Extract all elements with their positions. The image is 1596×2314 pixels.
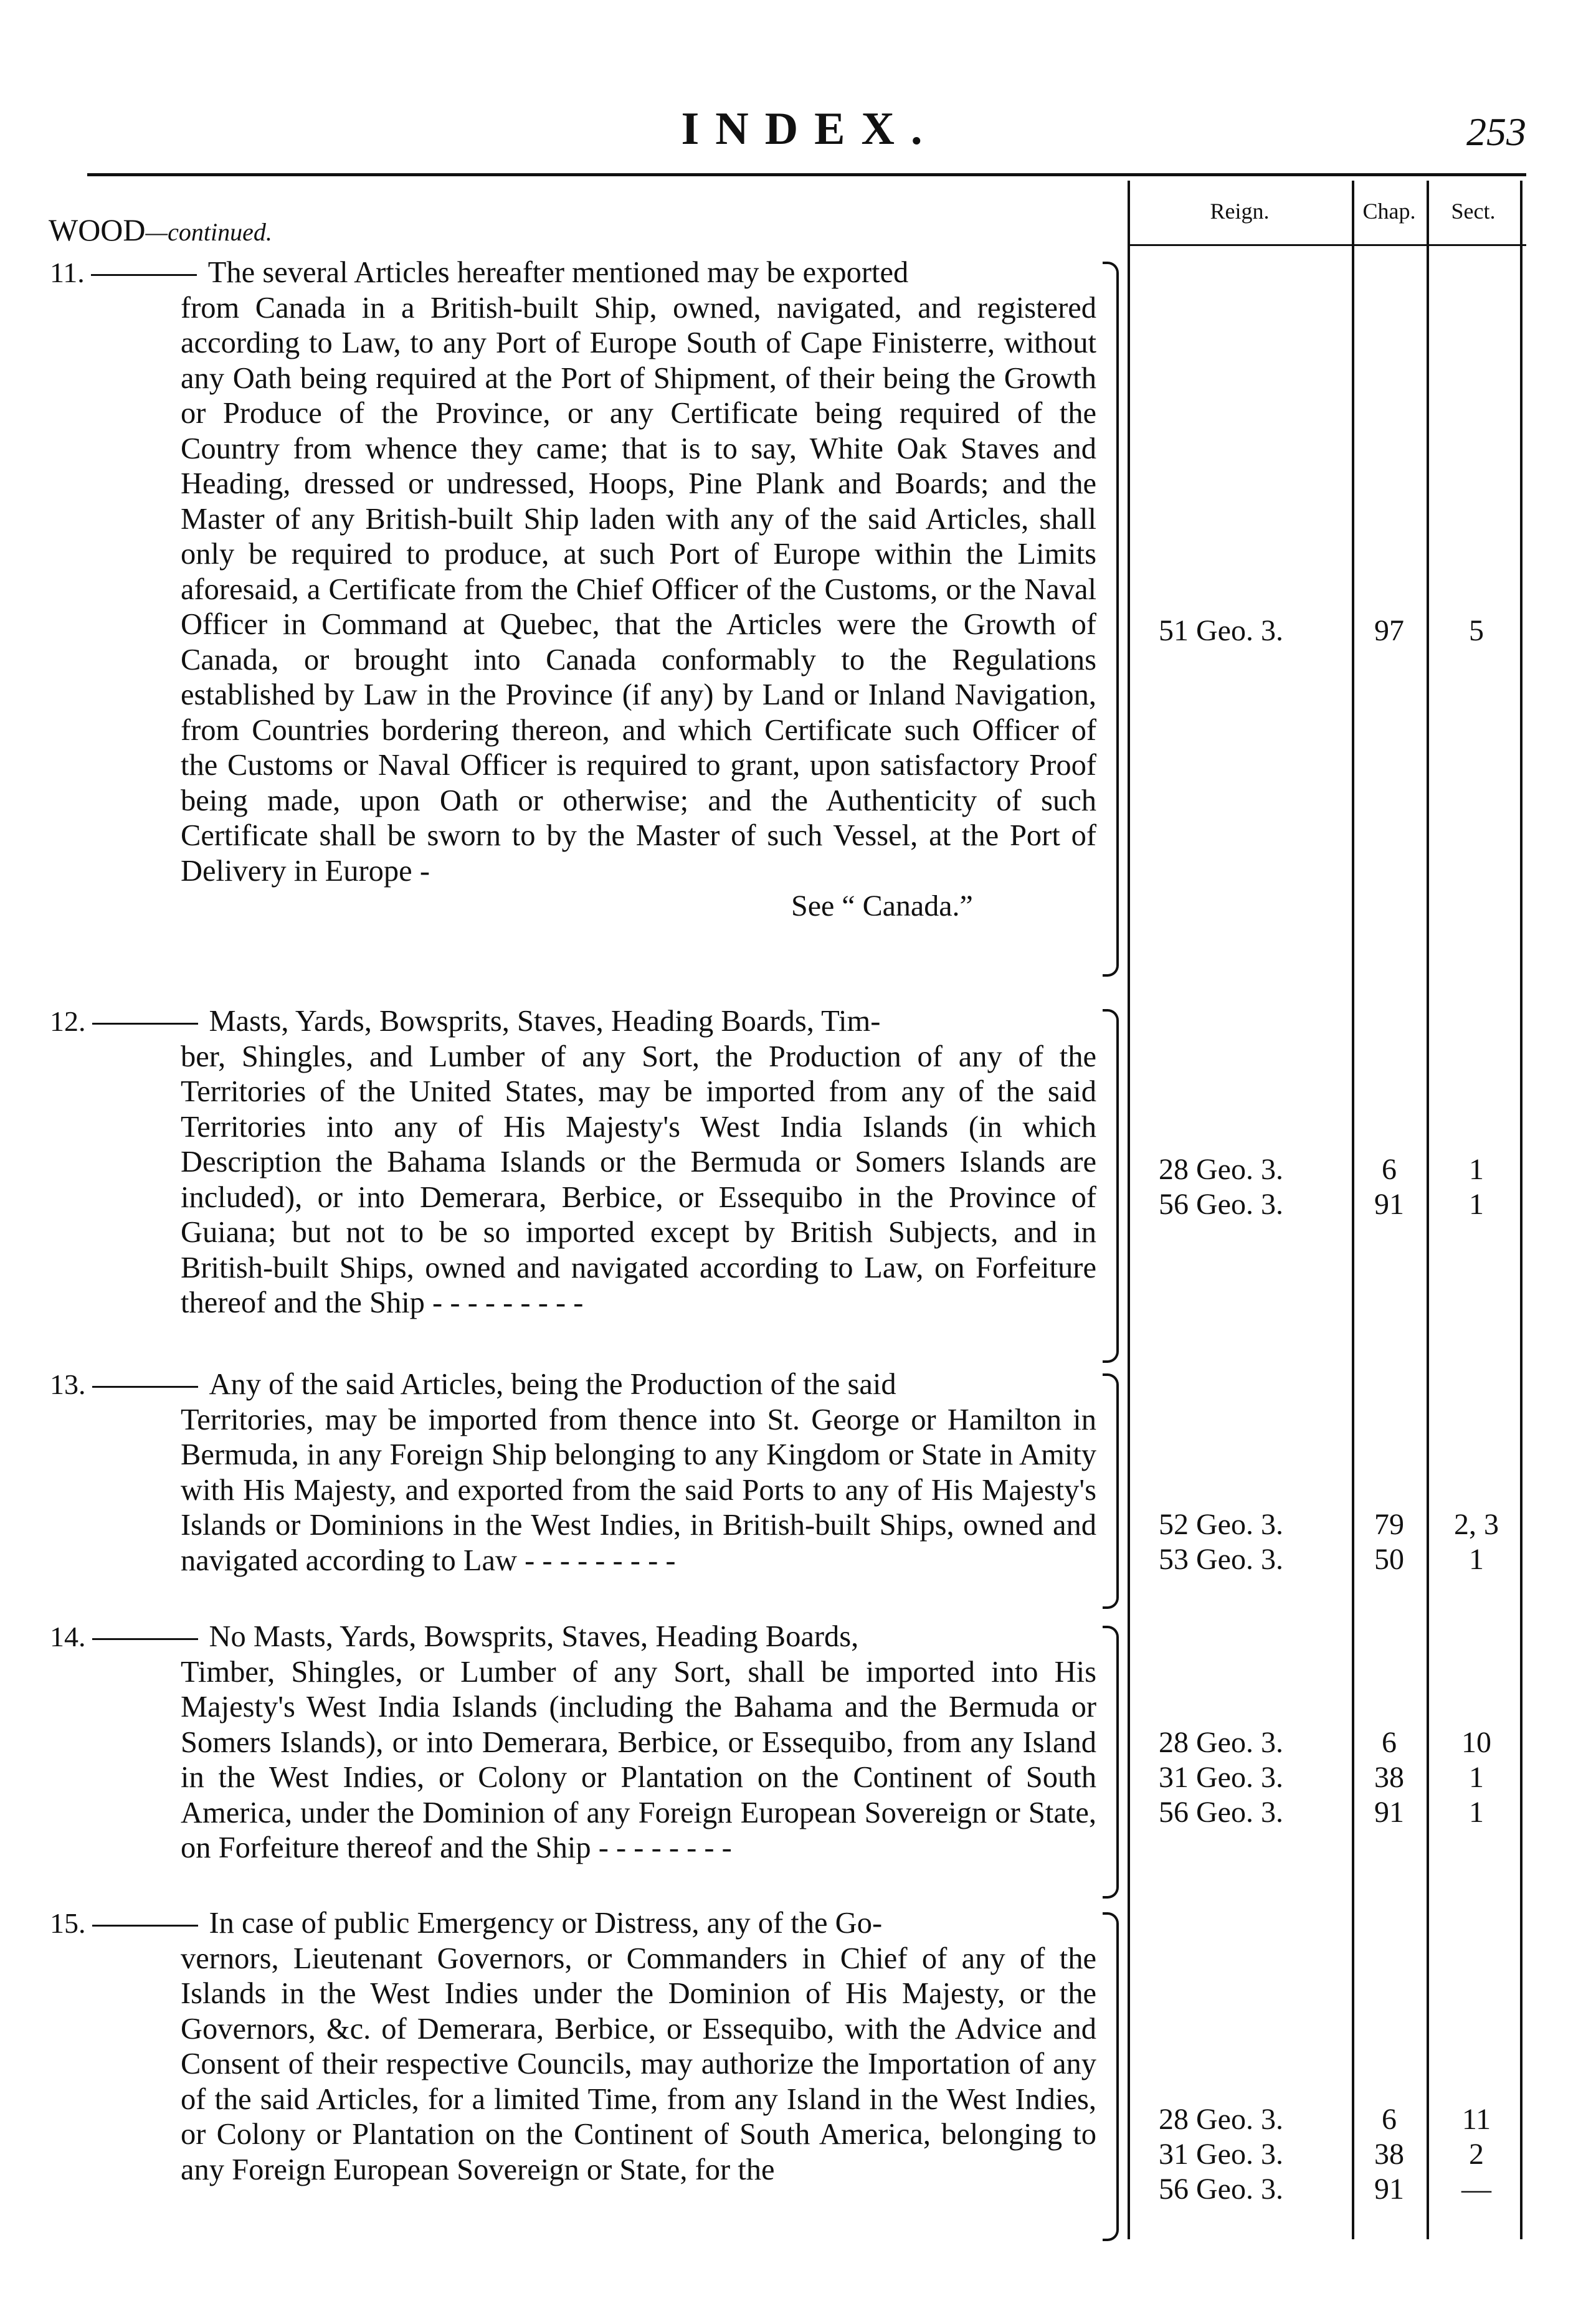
citation-reign: 56 Geo. 3.	[1159, 1796, 1283, 1829]
column-head-chap: Chap.	[1362, 199, 1416, 224]
section-heading-word: WOOD	[49, 212, 146, 247]
citation-reign: 31 Geo. 3.	[1159, 2138, 1283, 2171]
column-head-rule	[1128, 244, 1526, 246]
column-head-reign: Reign.	[1210, 199, 1270, 224]
entry-brace	[1103, 1912, 1119, 2241]
citation-reign: 31 Geo. 3.	[1159, 1761, 1283, 1794]
entry-first-line: Masts, Yards, Bowsprits, Staves, Heading Boards, Tim-	[209, 1005, 881, 1038]
header-rule	[87, 173, 1526, 176]
entry-text: vernors, Lieutenant Governors, or Commanders in Chief of any of the Islands in the West Indies under the Dominion of His Majesty, or the Governors, &c. of Demerara, Berbice, or Essequibo, with the Advice and Consent of their respective Councils, may authorize the Importation of any of the said Articles, for a limited Time, from any Island in the West Indies, or Colony or Plantation on the Continent of South America, belonging to any Foreign European Sovereign or State, for the	[181, 1942, 1096, 2186]
column-rule-reign	[1352, 181, 1354, 2239]
index-entry-14	[50, 1619, 1096, 1866]
page-title: INDEX.	[681, 103, 939, 154]
entry-number: 15.	[50, 1907, 86, 1939]
citation-chap: 91	[1374, 1188, 1404, 1221]
column-rule-right	[1520, 181, 1522, 2239]
entry-first-line: Any of the said Articles, being the Production of the said	[209, 1368, 896, 1401]
entry-number: 14.	[50, 1621, 86, 1653]
citation-chap: 38	[1374, 2138, 1404, 2171]
citation-sect: 1	[1469, 1796, 1484, 1829]
column-head-sect: Sect.	[1451, 199, 1496, 224]
entry-brace	[1103, 1626, 1119, 1899]
page-header	[93, 103, 1526, 153]
entry-text: from Canada in a British-built Ship, owned, navigated, and registered according to Law, to any Port of Europe South of Cape Finisterre, without any Oath being required at the Port of Shipment, of their being the Growth or Produce of the Province, or any Certificate being required of the Country from whence they came; that is to say, White Oak Staves and Heading, dressed or undressed, Hoops, Pine Plank and Boards; and the Master of any British-built Ship laden with any of the said Articles, shall only be required to produce, at such Port of Europe within the Limits aforesaid, a Certificate from the Chief Officer of the Customs, or the Naval Officer in Command at Quebec, that the Articles were the Growth of Canada, or brought into Canada conformably to the Regulations established by Law in the Province (if any) by Land or Inland Navigation, from Countries bordering thereon, and which Certificate such Officer of the Customs or Naval Officer is required to grant, upon satisfactory Proof being made, upon Oath or otherwise; and the Authenticity of such Certificate shall be sworn to by the Master of such Vessel, at the Port of Delivery in Europe -	[181, 291, 1096, 888]
citation-chap: 91	[1374, 1796, 1404, 1829]
column-rule-left	[1128, 181, 1130, 2239]
entry-text: Timber, Shingles, or Lumber of any Sort, shall be imported into His Majesty's West India Islands (including the Bahama and the Bermuda or Somers Islands), or into Demerara, Berbice, or Essequibo, from any Island in the West Indies, or Colony or Plantation on the Continent of South America, under the Dominion of any Foreign European Sovereign or State, on Forfeiture thereof and the Ship - - - - - - - -	[181, 1655, 1096, 1864]
citation-sect: 5	[1469, 614, 1484, 647]
citation-chap: 38	[1374, 1761, 1404, 1794]
entry-first-line: In case of public Emergency or Distress, any of the Go-	[209, 1907, 883, 1940]
citation-reign: 52 Geo. 3.	[1159, 1508, 1283, 1541]
entry-first-line: No Masts, Yards, Bowsprits, Staves, Heading Boards,	[209, 1620, 859, 1653]
see-also-reference: See “ Canada.”	[791, 889, 973, 922]
entry-number: 12.	[50, 1005, 86, 1037]
citation-reign: 51 Geo. 3.	[1159, 614, 1283, 647]
entry-number: 11.	[50, 257, 85, 288]
citation-sect: 2, 3	[1454, 1508, 1499, 1541]
citation-chap: 91	[1374, 2173, 1404, 2206]
section-heading	[49, 212, 272, 248]
index-entry-11	[50, 255, 1096, 924]
index-entry-15	[50, 1906, 1096, 2188]
citation-reign: 53 Geo. 3.	[1159, 1543, 1283, 1576]
entry-text: Territories, may be imported from thence into St. George or Hamilton in Bermuda, in any Foreign Ship belonging to any Kingdom or State in Amity with His Majesty, and exported from the said Ports to any of His Majesty's Islands or Dominions in the West Indies, in British-built Ships, owned and navigated according to Law - - - - - - - - -	[181, 1403, 1096, 1577]
entry-brace	[1103, 1009, 1119, 1363]
citation-chap: 6	[1382, 1153, 1397, 1186]
section-continued: —continued.	[145, 218, 272, 246]
citation-reign: 28 Geo. 3.	[1159, 2103, 1283, 2136]
column-rule-chap	[1427, 181, 1429, 2239]
citation-sect: 1	[1469, 1761, 1484, 1794]
entry-brace	[1103, 262, 1119, 977]
citation-chap: 6	[1382, 1726, 1397, 1759]
entry-brace	[1103, 1373, 1119, 1609]
citation-reign: 28 Geo. 3.	[1159, 1153, 1283, 1186]
index-entry-12	[50, 1004, 1096, 1321]
citation-sect: 1	[1469, 1543, 1484, 1576]
entry-text: ber, Shingles, and Lumber of any Sort, the Production of any of the Territories of the United States, may be imported from any of the said Territories into any of His Majesty's West India Islands (in which Description the Bahama Islands or the Bermuda or Somers Islands are included), or into Demerara, Berbice, or Essequibo in the Province of Guiana; but not to be so imported except by British Subjects, and in British-built Ships, owned and navigated according to Law, on Forfeiture thereof and the Ship - - - - - - - - -	[181, 1040, 1096, 1319]
citation-chap: 6	[1382, 2103, 1397, 2136]
citation-chap: 50	[1374, 1543, 1404, 1576]
citation-chap: 79	[1374, 1508, 1404, 1541]
citation-sect: 10	[1461, 1726, 1491, 1759]
citation-sect: 11	[1461, 2103, 1491, 2136]
citation-chap: 97	[1374, 614, 1404, 647]
citation-sect: —	[1461, 2173, 1491, 2206]
entry-number: 13.	[50, 1368, 86, 1400]
citation-sect: 1	[1469, 1153, 1484, 1186]
page-number: 253	[1466, 110, 1526, 154]
citation-reign: 56 Geo. 3.	[1159, 2173, 1283, 2206]
index-entry-13	[50, 1367, 1096, 1578]
citation-reign: 56 Geo. 3.	[1159, 1188, 1283, 1221]
citation-reign: 28 Geo. 3.	[1159, 1726, 1283, 1759]
citation-sect: 2	[1469, 2138, 1484, 2171]
citation-sect: 1	[1469, 1188, 1484, 1221]
entry-first-line: The several Articles hereafter mentioned may be exported	[207, 256, 909, 289]
